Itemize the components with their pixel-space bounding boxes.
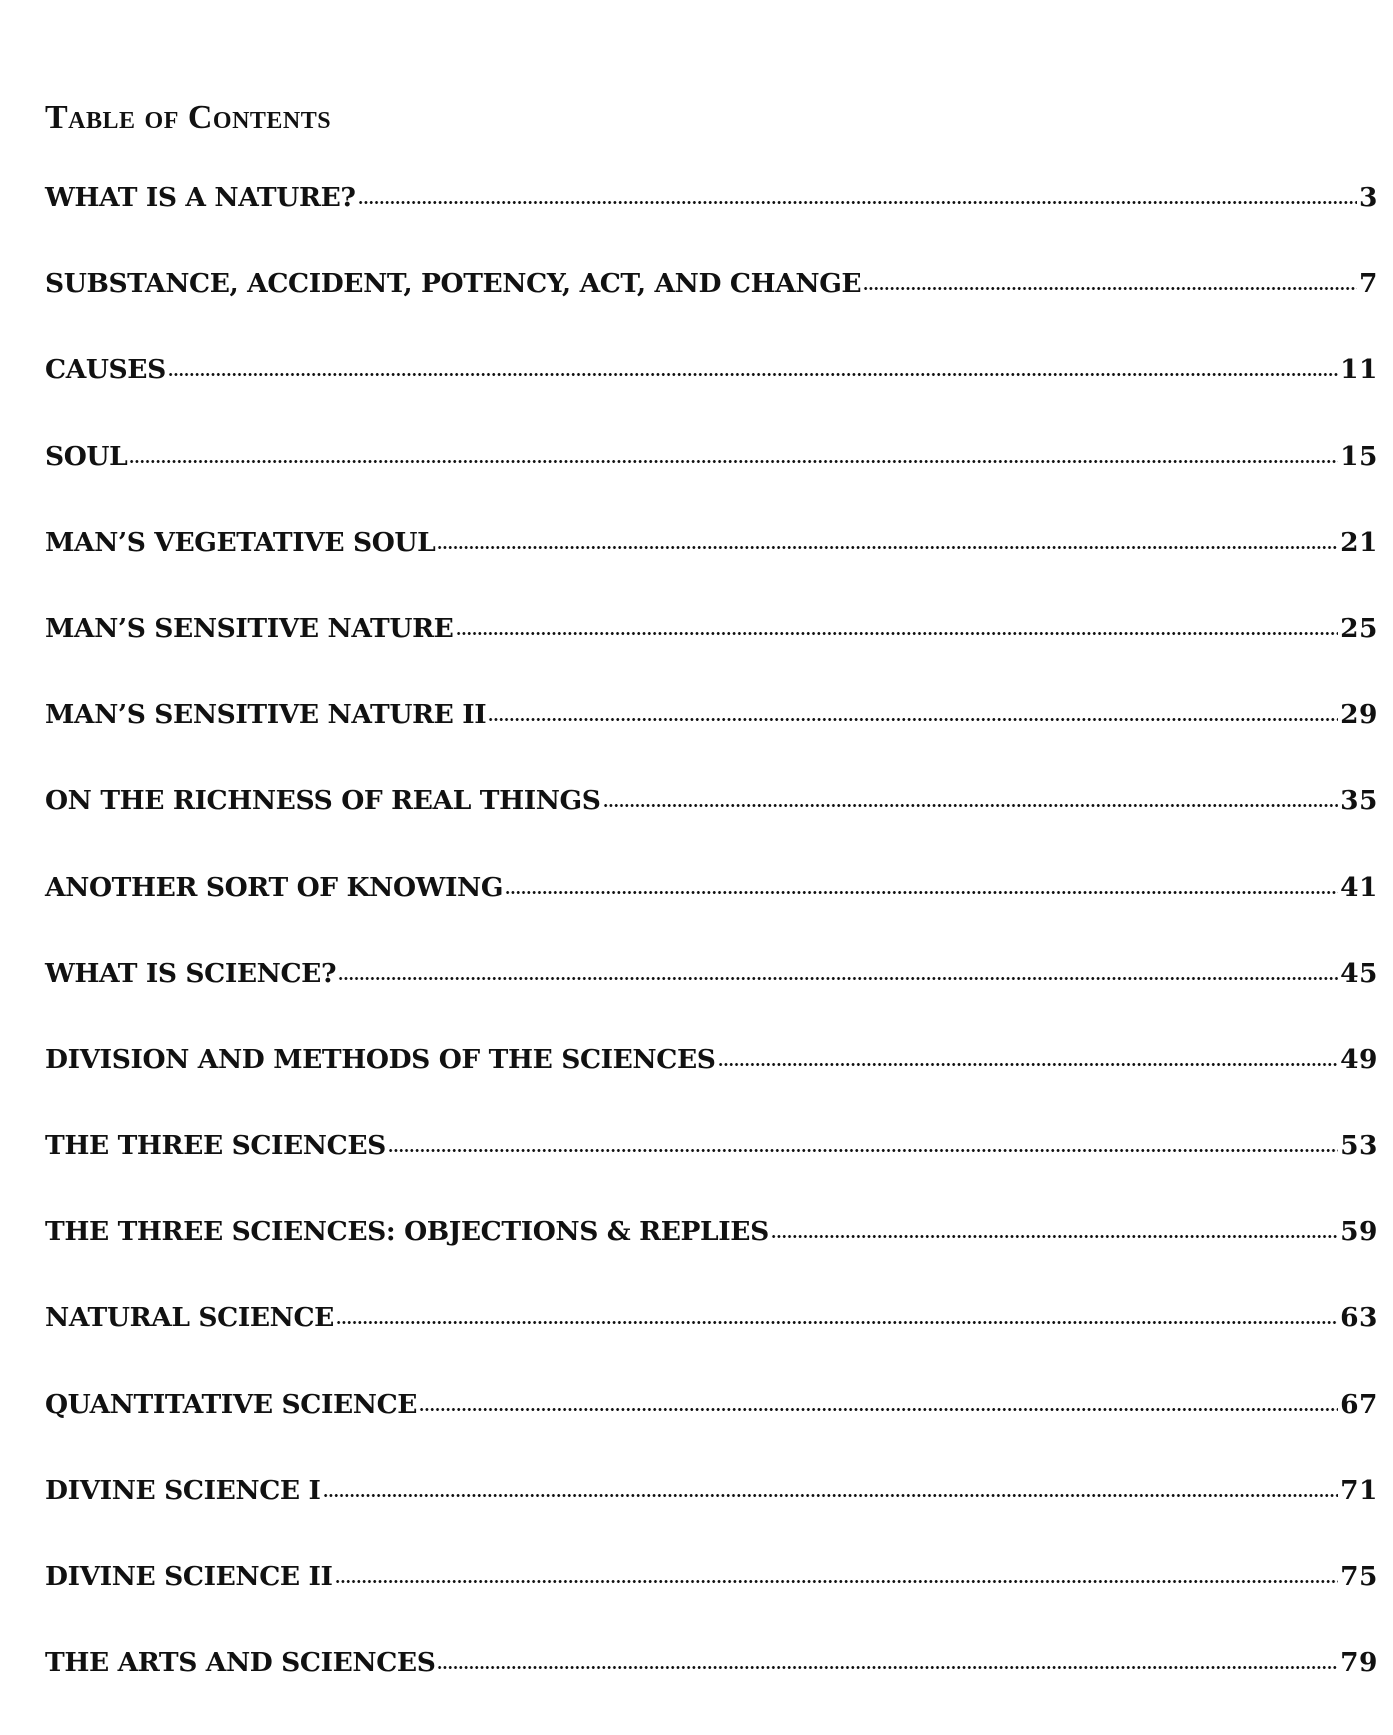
toc-dot-leader <box>437 545 1338 551</box>
toc-dot-leader <box>863 286 1357 292</box>
toc-dot-leader <box>323 1493 1339 1499</box>
toc-entry-label: THE ARTS AND SCIENCES <box>45 1647 436 1679</box>
toc-entry[interactable] <box>45 1212 1378 1298</box>
toc-dot-leader <box>388 1148 1338 1154</box>
toc-entry-label: CAUSES <box>45 354 166 386</box>
toc-entry-page-number: 59 <box>1340 1216 1378 1248</box>
toc-entry-label: DIVINE SCIENCE I <box>45 1474 321 1506</box>
toc-dot-leader <box>129 459 1338 465</box>
toc-dot-leader <box>336 1320 1338 1326</box>
toc-entry[interactable] <box>45 350 1378 436</box>
toc-entry[interactable] <box>45 523 1378 609</box>
toc-dot-leader <box>168 372 1338 378</box>
toc-entry-label: MAN’S VEGETATIVE SOUL <box>45 526 436 558</box>
toc-dot-leader <box>437 1665 1338 1671</box>
toc-entry-label: MAN’S SENSITIVE NATURE <box>45 612 454 644</box>
toc-dot-leader <box>505 890 1338 896</box>
toc-entry-page-number: 41 <box>1340 871 1378 903</box>
toc-entry-page-number: 25 <box>1340 612 1378 644</box>
toc-dot-leader <box>488 717 1338 723</box>
toc-entry[interactable] <box>45 1643 1378 1729</box>
toc-entry-label: SUBSTANCE, ACCIDENT, POTENCY, ACT, AND CHANGE <box>45 268 862 300</box>
toc-dot-leader <box>771 1234 1338 1240</box>
toc-dot-leader <box>335 1579 1339 1585</box>
toc-entry-page-number: 71 <box>1340 1474 1378 1506</box>
document-page <box>45 0 1378 1735</box>
toc-entry-page-number: 53 <box>1340 1130 1378 1162</box>
toc-entry-label: NATURAL SCIENCE <box>45 1302 334 1334</box>
toc-entry[interactable] <box>45 1126 1378 1212</box>
toc-entry-page-number: 15 <box>1340 440 1378 472</box>
toc-dot-leader <box>338 976 1338 982</box>
toc-entry[interactable] <box>45 1471 1378 1557</box>
toc-dot-leader <box>358 200 1358 206</box>
toc-entry[interactable] <box>45 1040 1378 1126</box>
toc-dot-leader <box>419 1407 1338 1413</box>
toc-entry-page-number: 21 <box>1340 526 1378 558</box>
toc-entry[interactable] <box>45 178 1378 264</box>
toc-entry[interactable] <box>45 609 1378 695</box>
toc-entry-label: WHAT IS SCIENCE? <box>45 957 337 989</box>
toc-entry-page-number: 35 <box>1340 785 1378 817</box>
toc-entry[interactable] <box>45 868 1378 954</box>
toc-entry-label: THE THREE SCIENCES <box>45 1130 386 1162</box>
toc-entry-label: DIVINE SCIENCE II <box>45 1561 333 1592</box>
toc-entry-page-number: 49 <box>1340 1043 1378 1075</box>
toc-entry[interactable] <box>45 1557 1378 1643</box>
toc-entry-label: WHAT IS A NATURE? <box>45 182 356 213</box>
toc-entry-label: THE THREE SCIENCES: OBJECTIONS & REPLIES <box>45 1216 769 1248</box>
toc-dot-leader <box>456 631 1339 637</box>
toc-entry-label: MAN’S SENSITIVE NATURE II <box>45 699 487 731</box>
toc-entry-label: DIVISION AND METHODS OF THE SCIENCES <box>45 1043 716 1075</box>
toc-entry-label: SOUL <box>45 440 128 472</box>
toc-entry-page-number: 29 <box>1340 699 1378 731</box>
toc-dot-leader <box>603 803 1339 809</box>
toc-entry-label: ANOTHER SORT OF KNOWING <box>45 871 504 903</box>
toc-entry-page-number: 75 <box>1340 1561 1378 1592</box>
toc-title: Table of Contents <box>45 99 332 136</box>
toc-entry[interactable] <box>45 1385 1378 1471</box>
toc-entry[interactable] <box>45 264 1378 350</box>
toc-entry-page-number: 63 <box>1340 1302 1378 1334</box>
toc-entry-label: ON THE RICHNESS OF REAL THINGS <box>45 785 601 817</box>
toc-entry[interactable] <box>45 695 1378 781</box>
toc-entry[interactable] <box>45 1298 1378 1384</box>
toc-dot-leader <box>718 1062 1339 1068</box>
toc-entry-page-number: 45 <box>1340 957 1378 989</box>
toc-entry-page-number: 7 <box>1359 268 1378 300</box>
toc-entry-page-number: 79 <box>1340 1647 1378 1679</box>
toc-entry-page-number: 67 <box>1340 1388 1378 1420</box>
toc-entry-page-number: 11 <box>1340 354 1378 386</box>
toc-entry[interactable] <box>45 954 1378 1040</box>
toc-entry-label: QUANTITATIVE SCIENCE <box>45 1388 418 1420</box>
toc-entry[interactable] <box>45 781 1378 867</box>
toc-entry[interactable] <box>45 437 1378 523</box>
toc-list <box>45 178 1378 1729</box>
toc-entry-page-number: 3 <box>1359 182 1378 213</box>
